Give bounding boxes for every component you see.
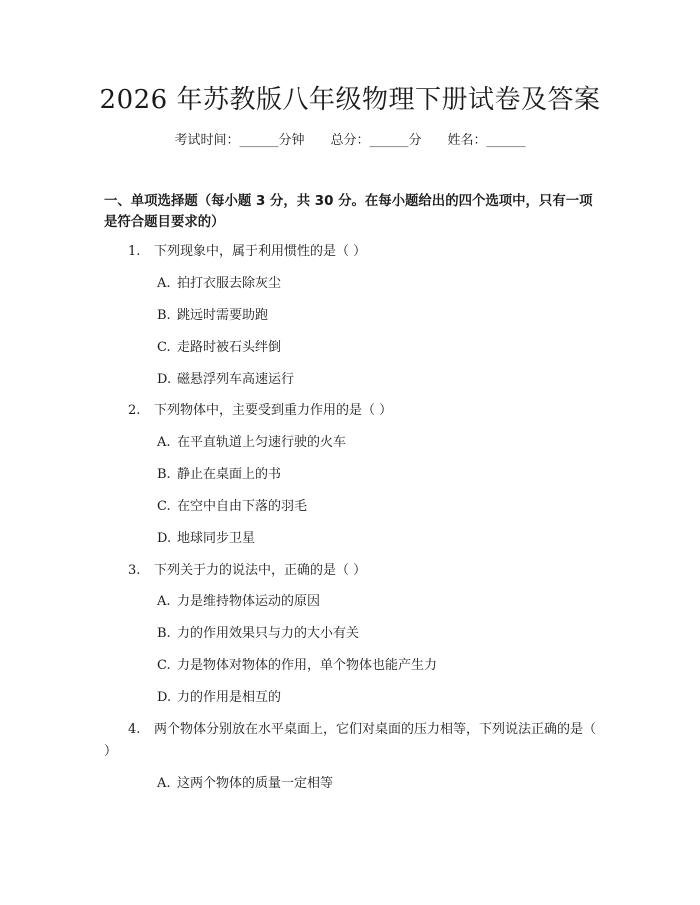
option-text: 拍打衣服去除灰尘	[177, 276, 282, 291]
answer-option	[157, 434, 346, 452]
question-text: 下列物体中，主要受到重力作用的是（ ）	[154, 403, 393, 418]
option-letter: A.	[157, 594, 171, 609]
option-letter: B.	[157, 467, 171, 482]
option-letter: A.	[157, 435, 171, 450]
question-number: 2.	[128, 403, 141, 418]
option-text: 在空中自由下落的羽毛	[177, 499, 308, 514]
option-text: 在平直轨道上匀速行驶的火车	[177, 435, 347, 450]
exam-meta	[0, 132, 700, 150]
option-letter: B.	[157, 626, 171, 641]
question-stem	[104, 560, 604, 582]
answer-option	[157, 307, 268, 325]
option-letter: C.	[157, 340, 171, 355]
exam-time-field: 考试时间：______分钟	[174, 133, 305, 148]
answer-option	[157, 625, 359, 643]
question-stem	[104, 719, 604, 763]
option-text: 这两个物体的质量一定相等	[177, 776, 334, 791]
answer-option	[157, 339, 281, 357]
section-heading: 一、单项选择题（每小题 3 分，共 30 分。在每小题给出的四个选项中，只有一项是符合题目要求的）	[104, 194, 593, 230]
question-number: 1.	[128, 244, 141, 259]
answer-option	[157, 657, 437, 675]
question-text: 下列关于力的说法中，正确的是（ ）	[154, 563, 367, 578]
option-letter: C.	[157, 658, 171, 673]
option-text: 磁悬浮列车高速运行	[177, 372, 295, 387]
page-title: 2026 年苏教版八年级物理下册试卷及答案	[99, 85, 601, 115]
question-text: 下列现象中，属于利用惯性的是（ ）	[154, 244, 367, 259]
option-text: 走路时被石头绊倒	[177, 340, 282, 355]
question-number: 4.	[128, 722, 141, 737]
answer-option	[157, 371, 294, 389]
option-letter: D.	[157, 531, 172, 546]
answer-option	[157, 689, 281, 707]
option-text: 力是维持物体运动的原因	[177, 594, 321, 609]
option-letter: A.	[157, 776, 171, 791]
answer-option	[157, 775, 333, 793]
option-text: 力的作用是相互的	[177, 690, 282, 705]
option-text: 跳远时需要助跑	[177, 308, 269, 323]
question-stem	[104, 400, 604, 422]
question-text: 两个物体分别放在水平桌面上，它们对桌面的压力相等，下列说法正确的是（ ）	[104, 722, 597, 759]
option-text: 力是物体对物体的作用，单个物体也能产生力	[177, 658, 438, 673]
answer-option	[157, 498, 307, 516]
answer-option	[157, 593, 320, 611]
total-score-field: 总分：______分	[330, 133, 422, 148]
answer-option	[157, 275, 281, 293]
question-stem	[104, 241, 604, 263]
option-text: 力的作用效果只与力的大小有关	[177, 626, 360, 641]
answer-option	[157, 466, 281, 484]
option-letter: A.	[157, 276, 171, 291]
option-text: 静止在桌面上的书	[177, 467, 282, 482]
option-letter: C.	[157, 499, 171, 514]
student-name-field: 姓名：______	[447, 133, 526, 148]
option-letter: B.	[157, 308, 171, 323]
question-number: 3.	[128, 563, 141, 578]
option-letter: D.	[157, 372, 172, 387]
option-letter: D.	[157, 690, 172, 705]
answer-option	[157, 530, 255, 548]
option-text: 地球同步卫星	[177, 531, 256, 546]
